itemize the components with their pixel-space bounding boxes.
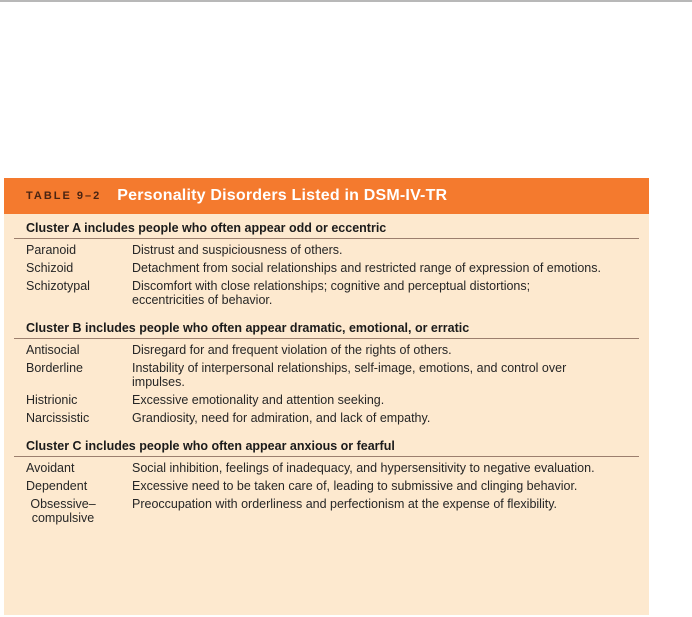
cluster-c — [4, 432, 649, 532]
disorder-description: Social inhibition, feelings of inadequacy, and hypersensitivity to negative evaluation. — [132, 461, 595, 475]
table-row — [4, 393, 649, 407]
disorder-description: Excessive emotionality and attention seeking. — [132, 393, 385, 407]
disorder-term: Obsessive–compulsive — [30, 497, 96, 525]
table-header — [4, 178, 649, 214]
disorder-term: Avoidant — [26, 461, 75, 475]
cluster-a — [4, 214, 649, 314]
disorder-term: Histrionic — [26, 393, 78, 407]
cluster-rows — [4, 339, 649, 432]
cluster-heading: Cluster C includes people who often appear anxious or fearful — [14, 432, 639, 457]
disorder-term: Schizotypal — [26, 279, 90, 293]
disorder-description: Discomfort with close relationships; cognitive and perceptual distortions; eccentricities of behavior. — [132, 279, 531, 307]
disorder-term: Dependent — [26, 479, 88, 493]
table-row — [4, 497, 649, 525]
disorder-description: Distrust and suspiciousness of others. — [132, 243, 343, 257]
disorder-term: Narcissistic — [26, 411, 90, 425]
table-row — [4, 411, 649, 425]
disorder-description: Instability of interpersonal relationships, self-image, emotions, and control over impulses. — [132, 361, 567, 389]
table-row — [4, 461, 649, 475]
cluster-rows — [4, 457, 649, 532]
table-row — [4, 343, 649, 357]
disorder-description: Grandiosity, need for admiration, and lack of empathy. — [132, 411, 431, 425]
table-row — [4, 261, 649, 275]
disorder-description: Preoccupation with orderliness and perfectionism at the expense of flexibility. — [132, 497, 557, 511]
cluster-heading: Cluster B includes people who often appear dramatic, emotional, or erratic — [14, 314, 639, 339]
disorder-term: Antisocial — [26, 343, 80, 357]
table-title: Personality Disorders Listed in DSM-IV-TR — [117, 187, 448, 204]
table-number: TABLE 9–2 — [26, 190, 102, 202]
cluster-heading: Cluster A includes people who often appear odd or eccentric — [14, 214, 639, 239]
disorder-description: Disregard for and frequent violation of the rights of others. — [132, 343, 452, 357]
disorder-term: Borderline — [26, 361, 83, 375]
disorder-term: Schizoid — [26, 261, 74, 275]
personality-disorders-table — [4, 178, 649, 615]
cluster-b — [4, 314, 649, 432]
table-row — [4, 279, 649, 307]
table-row — [4, 479, 649, 493]
disorder-description: Excessive need to be taken care of, leading to submissive and clinging behavior. — [132, 479, 578, 493]
table-row — [4, 361, 649, 389]
disorder-description: Detachment from social relationships and restricted range of expression of emotions. — [132, 261, 601, 275]
top-rule — [0, 0, 692, 2]
table-row — [4, 243, 649, 257]
disorder-term: Paranoid — [26, 243, 77, 257]
cluster-rows — [4, 239, 649, 314]
